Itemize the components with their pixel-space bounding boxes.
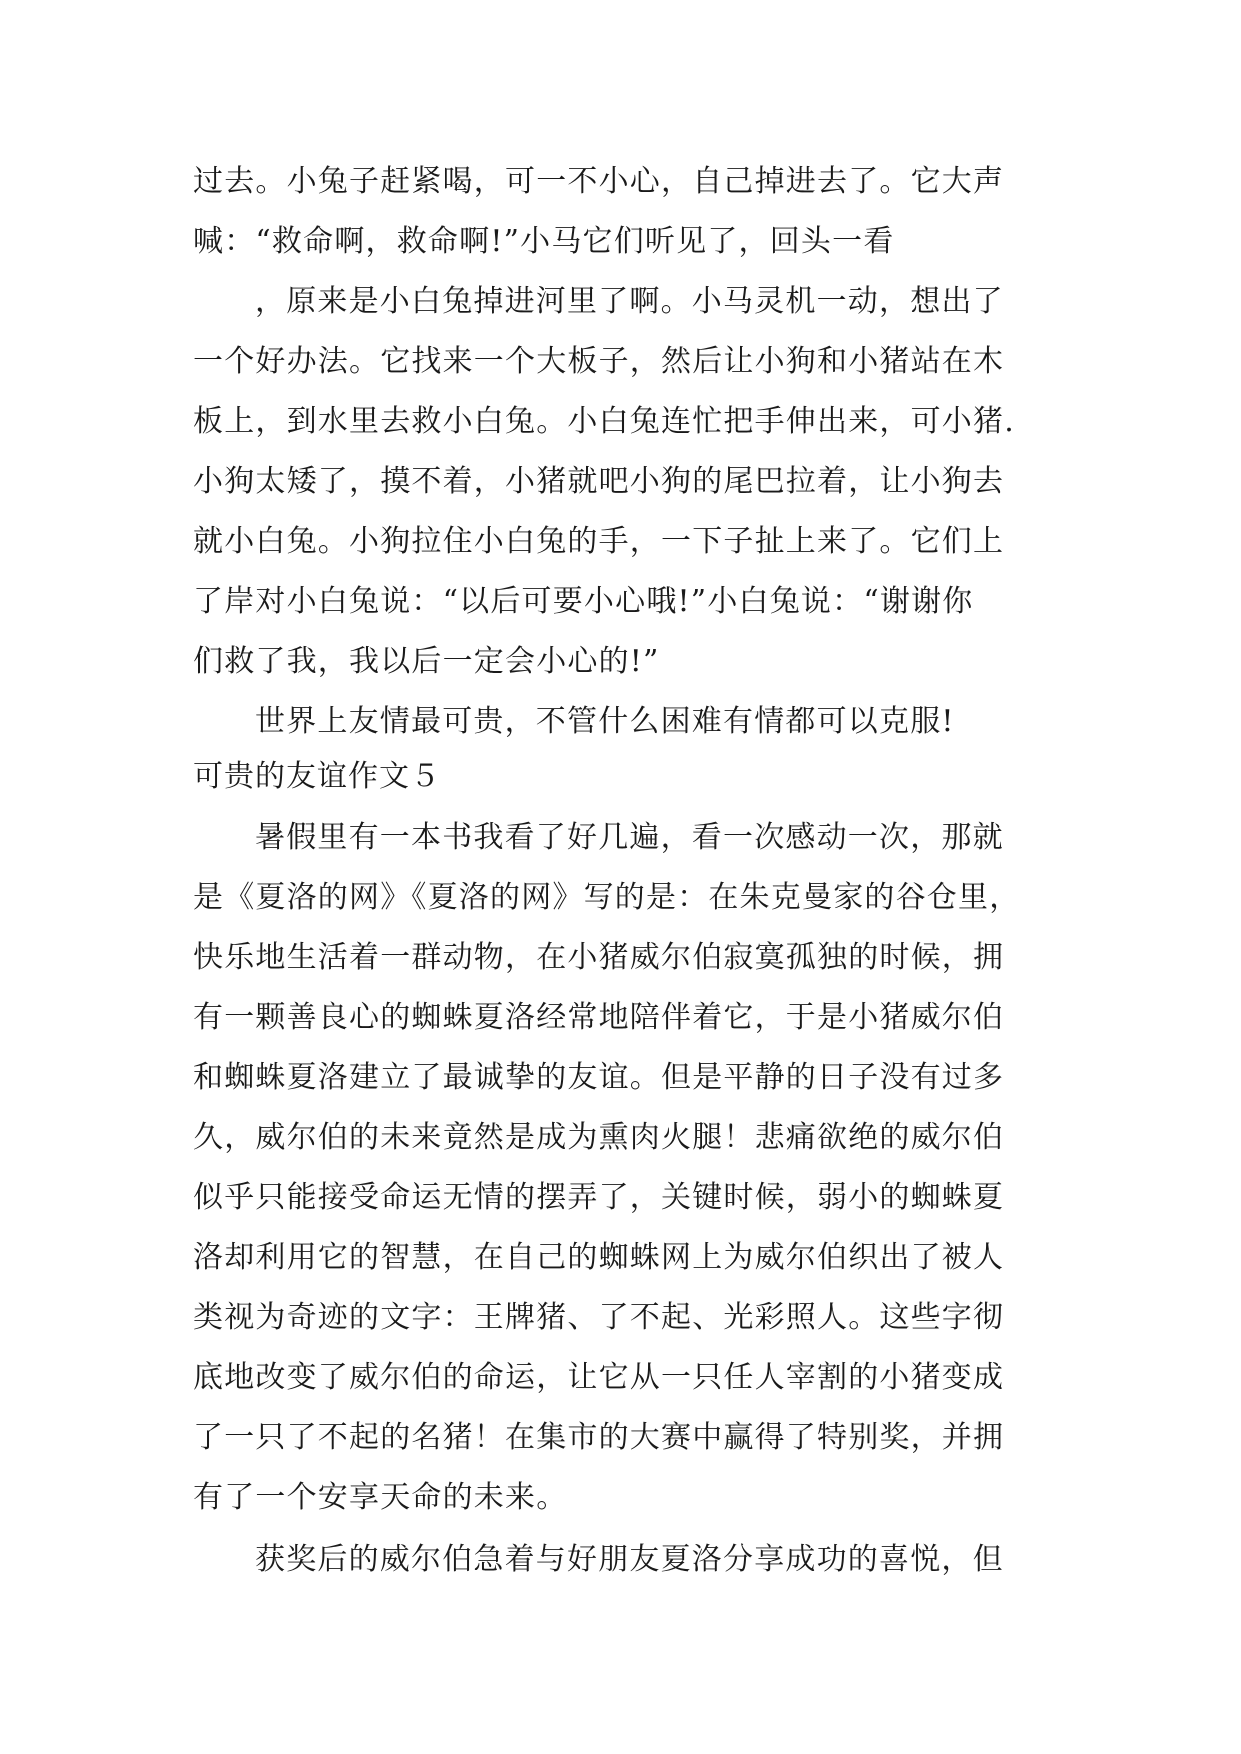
- text-line: 有一颗善良心的蜘蛛夏洛经常地陪伴着它，于是小猪威尔伯: [193, 1000, 1005, 1035]
- text-line: 快乐地生活着一群动物，在小猪威尔伯寂寞孤独的时候，拥: [193, 940, 1005, 975]
- text-line: 一个好办法。它找来一个大板子，然后让小狗和小猪站在木: [193, 344, 1005, 379]
- text-line: 获奖后的威尔伯急着与好朋友夏洛分享成功的喜悦，但: [255, 1542, 1004, 1577]
- text-line: 暑假里有一本书我看了好几遍，看一次感动一次，那就: [255, 820, 1004, 855]
- text-line: 类视为奇迹的文字：王牌猪、了不起、光彩照人。这些字彻: [193, 1300, 1005, 1335]
- text-line: 小狗太矮了，摸不着，小猪就吧小狗的尾巴拉着，让小狗去: [193, 464, 1005, 499]
- text-line: 就小白兔。小狗拉住小白兔的手，一下子扯上来了。它们上: [193, 524, 1005, 559]
- text-line: 过去。小兔子赶紧喝，可一不小心，自己掉进去了。它大声: [193, 164, 1005, 199]
- text-line: 有了一个安享天命的未来。: [193, 1480, 568, 1515]
- text-line: 是《夏洛的网》《夏洛的网》写的是：在朱克曼家的谷仓里，: [193, 880, 1021, 915]
- section-heading: 可贵的友谊作文５: [193, 759, 441, 794]
- text-line: 久，威尔伯的未来竟然是成为熏肉火腿！悲痛欲绝的威尔伯: [193, 1120, 1005, 1155]
- text-line: 洛却利用它的智慧，在自己的蜘蛛网上为威尔伯织出了被人: [193, 1240, 1005, 1275]
- text-line: 板上，到水里去救小白兔。小白兔连忙把手伸出来，可小猪.: [193, 404, 1015, 439]
- text-line: 和蜘蛛夏洛建立了最诚挚的友谊。但是平静的日子没有过多: [193, 1060, 1005, 1095]
- text-line: 底地改变了威尔伯的命运，让它从一只任人宰割的小猪变成: [193, 1360, 1005, 1395]
- text-line: 世界上友情最可贵，不管什么困难有情都可以克服!: [255, 704, 955, 739]
- text-line: 了一只了不起的名猪！在集市的大赛中赢得了特别奖，并拥: [193, 1420, 1005, 1455]
- text-line: 们救了我，我以后一定会小心的!”: [193, 644, 660, 679]
- text-line: 喊：“救命啊，救命啊!”小马它们听见了，回头一看: [193, 224, 895, 259]
- text-line: ，原来是小白兔掉进河里了啊。小马灵机一动，想出了: [255, 284, 1004, 319]
- text-line: 了岸对小白兔说：“以后可要小心哦!”小白兔说：“谢谢你: [193, 584, 974, 619]
- text-line: 似乎只能接受命运无情的摆弄了，关键时候，弱小的蜘蛛夏: [193, 1180, 1005, 1215]
